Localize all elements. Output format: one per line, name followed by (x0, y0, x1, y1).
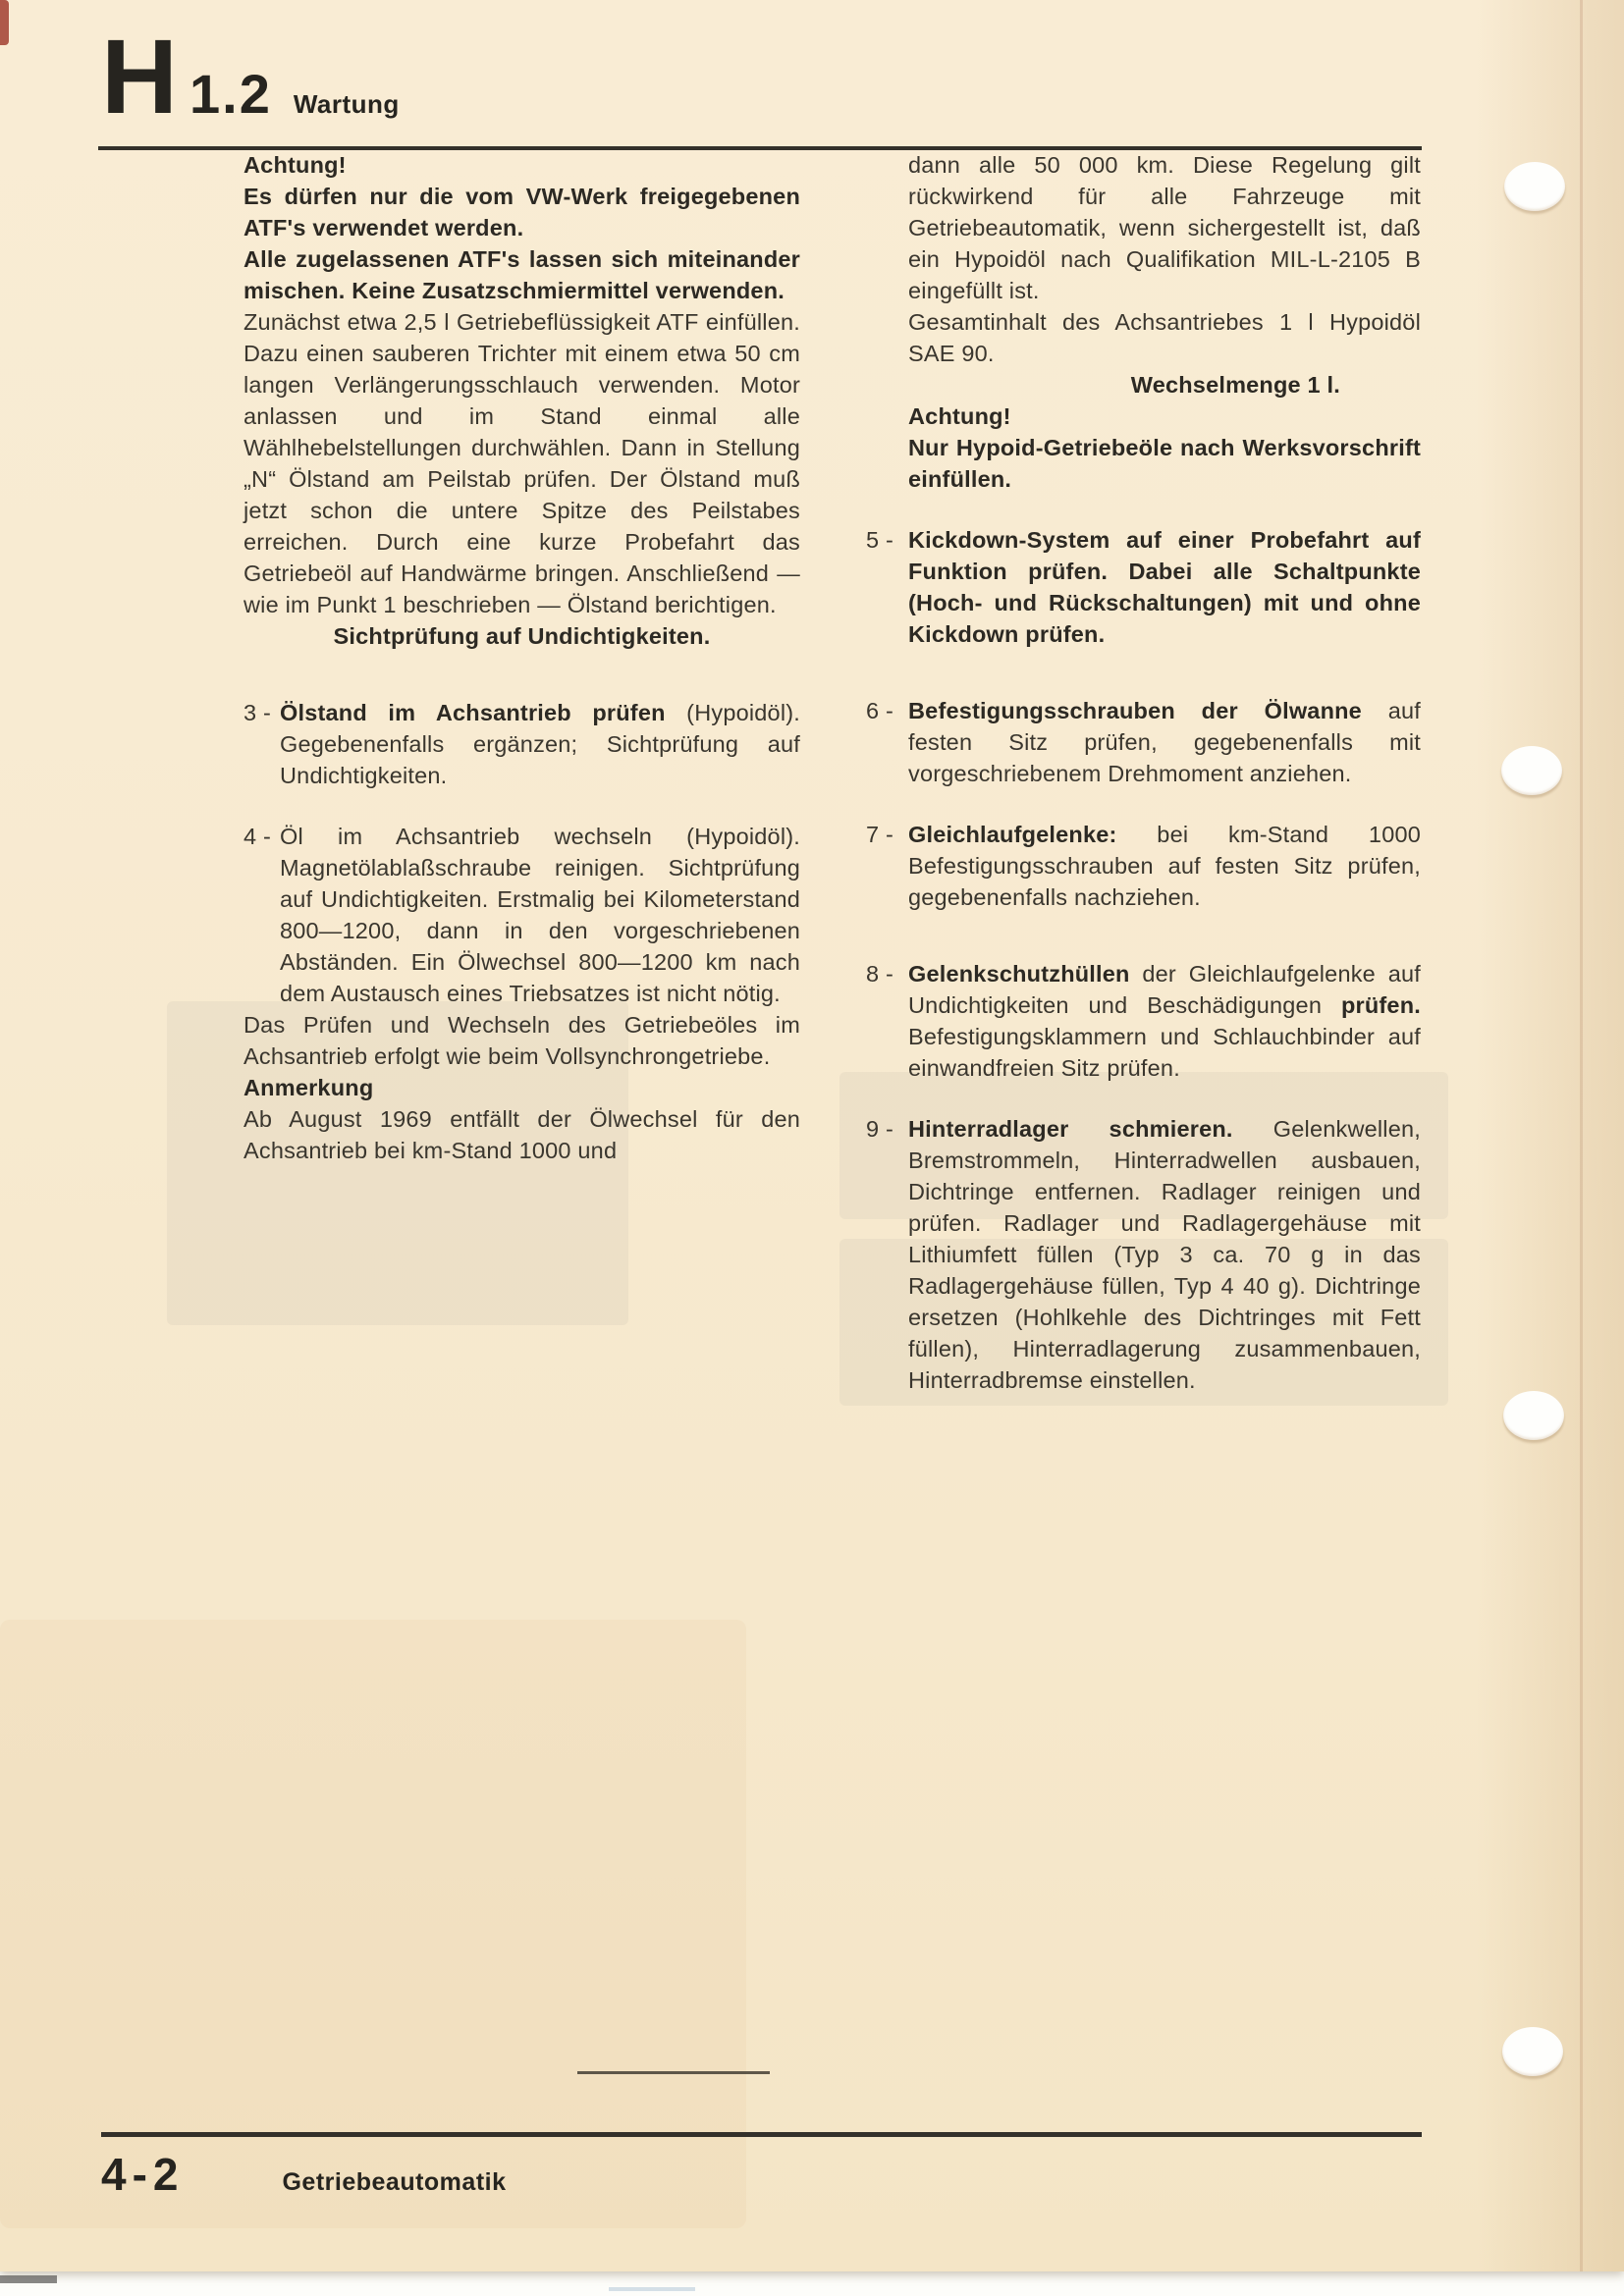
right-column (866, 149, 1421, 1396)
item-bold-lead: Gelenkschutzhüllen (908, 961, 1130, 987)
item-text (908, 695, 1421, 789)
punch-hole (1504, 162, 1565, 211)
item-text (280, 697, 800, 791)
section-number: 1.2 (189, 63, 272, 125)
item-bold-lead: Gleichlaufgelenke: (908, 822, 1117, 847)
edge-red-mark (0, 0, 9, 45)
item-text (908, 1113, 1421, 1396)
continuation-paragraph: dann alle 50 000 km. Diese Regelung gilt rückwirkend für alle Fahrzeuge mit Getriebeautomatik, wenn sichergestellt ist, daß ein Hypoidöl nach Qualifikation MIL-L-2105 B eingefüllt ist. (908, 152, 1421, 303)
scanner-edge-mark (0, 2275, 57, 2283)
attention-paragraph-2: Alle zugelassenen ATF's lassen sich miteinander mischen. Keine Zusatzschmiermittel verwenden. (244, 246, 800, 303)
item-mid: der Gleichlaufgelenke auf Undichtigkeiten und Beschädigungen (908, 961, 1421, 1018)
punch-hole (1501, 746, 1562, 795)
numbered-item-9 (866, 1113, 1421, 1396)
item-bold-mid: prüfen. (1340, 992, 1421, 1018)
section-title: Wartung (293, 89, 400, 119)
punch-hole (1502, 2027, 1563, 2076)
punch-hole (1503, 1391, 1564, 1440)
item-bold-lead: Befestigungsschrauben der Ölwanne (908, 698, 1362, 723)
chapter-title: Getriebeautomatik (282, 2168, 507, 2196)
numbered-item-6 (866, 695, 1421, 789)
item-text: Öl im Achsantrieb wechseln (Hypoidöl). Magnetölablaßschraube reinigen. Sichtprüfung auf Undichtigkeiten. Erstmalig bei Kilometerstand 800—1200, dann in den vorgeschriebenen Abständen. Ein Ölwechsel 800—1200 km nach dem Austausch eines Triebsatzes ist nicht nötig. (280, 824, 800, 1006)
numbered-item-8 (866, 958, 1421, 1084)
page-number: 4-2 (101, 2149, 185, 2200)
attention-heading: Achtung! (908, 403, 1011, 429)
item-text: Kickdown-System auf einer Probefahrt auf Funktion prüfen. Dabei alle Schaltpunkte (Hoch- und Rückschaltungen) mit und ohne Kickdown prüfen. (908, 527, 1421, 647)
left-column (244, 149, 800, 1166)
item-text (908, 819, 1421, 913)
item-bold-lead: Hinterradlager schmieren. (908, 1116, 1233, 1142)
item-text (908, 958, 1421, 1084)
page-header (101, 17, 400, 135)
attention-paragraph-1: Es dürfen nur die vom VW-Werk freigegebenen ATF's verwendet werden. (244, 184, 800, 240)
scanner-edge-dash (609, 2287, 695, 2291)
item-rest: bei km-Stand 1000 Befestigungsschrauben auf festen Sitz prüfen, gegebenenfalls nachziehen. (908, 822, 1421, 910)
attention-paragraph: Nur Hypoid-Getriebeöle nach Werksvorschrift einfüllen. (908, 435, 1421, 492)
numbered-item-5 (866, 524, 1421, 650)
numbered-item-7 (866, 819, 1421, 913)
item-number: 7 - (866, 822, 894, 847)
item-number: 8 - (866, 961, 894, 987)
item-4-note-paragraph: Das Prüfen und Wechseln des Getriebeöles im Achsantrieb erfolgt wie beim Vollsynchrongetriebe. (244, 1012, 800, 1069)
section-letter: H (101, 17, 180, 135)
item-bold-lead: Ölstand im Achsantrieb prüfen (280, 700, 666, 725)
item-number: 9 - (866, 1116, 894, 1142)
capacity-paragraph: Gesamtinhalt des Achsantriebes 1 l Hypoidöl SAE 90. (908, 309, 1421, 366)
item-rest: (Hypoidöl). Gegebenenfalls ergänzen; Sichtprüfung auf Undichtigkeiten. (280, 700, 800, 788)
item-number: 3 - (244, 700, 272, 725)
page-edge-line (1580, 0, 1583, 2271)
scan-shading-patch (0, 1620, 746, 2228)
item-rest: Gelenkwellen, Bremstrommeln, Hinterradwellen ausbauen, Dichtringe entfernen. Radlager reinigen und prüfen. Radlager und Radlagergehäuse mit Lithiumfett füllen (Typ 3 ca. 70 g in das Radlagergehäuse füllen, Typ 4 40 g). Dichtringe ersetzen (Hohlkehle des Dichtringes mit Fett füllen), Hinterradlagerung zusammenbauen, Hinterradbremse einstellen. (908, 1116, 1421, 1393)
sight-check-heading: Sichtprüfung auf Undichtigkeiten. (333, 623, 711, 649)
item-number: 4 - (244, 824, 272, 849)
item-rest: auf festen Sitz prüfen, gegebenenfalls mit vorgeschriebenem Drehmoment anziehen. (908, 698, 1421, 786)
item-rest: Befestigungsklammern und Schlauchbinder auf einwandfreien Sitz prüfen. (908, 1024, 1421, 1081)
page-footer (101, 2148, 507, 2201)
stray-scan-line (577, 2071, 770, 2074)
numbered-item-3 (244, 697, 800, 791)
footer-rule (101, 2132, 1422, 2137)
page-curl-shadow (1477, 0, 1624, 2271)
note-heading: Anmerkung (244, 1075, 374, 1100)
fill-procedure-paragraph: Zunächst etwa 2,5 l Getriebeflüssigkeit ATF einfüllen. Dazu einen sauberen Trichter mit einem etwa 50 cm langen Verlängerungsschlauch verwenden. Motor anlassen und im Stand einmal alle Wählhebelstellungen durchwählen. Dann in Stellung „N“ Ölstand am Peilstab prüfen. Der Ölstand muß jetzt schon die untere Spitze des Peilstabes erreichen. Durch eine kurze Probefahrt das Getriebeöl auf Handwärme bringen. Anschließend — wie im Punkt 1 beschrieben — Ölstand berichtigen. (244, 309, 800, 617)
attention-heading: Achtung! (244, 152, 347, 178)
numbered-item-4 (244, 821, 800, 1009)
item-number: 6 - (866, 698, 894, 723)
change-amount-line: Wechselmenge 1 l. (1130, 372, 1340, 398)
item-number: 5 - (866, 527, 894, 553)
note-paragraph: Ab August 1969 entfällt der Ölwechsel für den Achsantrieb bei km-Stand 1000 und (244, 1106, 800, 1163)
